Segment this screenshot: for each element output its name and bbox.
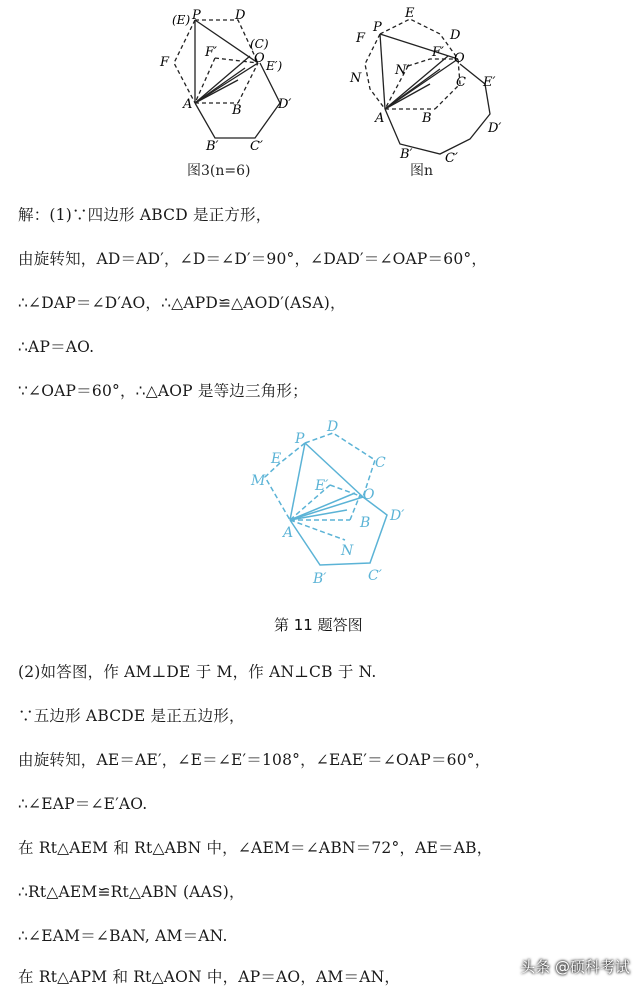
figure-3-diagram [150, 8, 300, 158]
fig3-label-F: F [160, 55, 170, 70]
solution-line-3: ∴∠DAP＝∠D′AO，∴△APD≌△AOD′(ASA)， [18, 294, 346, 312]
fig3-label-Cp: C′ [250, 139, 263, 154]
answer-label-A: A [283, 525, 294, 541]
fig3-label-A: A [183, 97, 193, 112]
fign-label-Np: N′ [395, 63, 410, 78]
figure-n-diagram [340, 4, 510, 164]
answer-label-O: O [363, 487, 375, 503]
fig3-label-E: (E) [172, 13, 191, 27]
fig3-label-D: D [235, 8, 246, 23]
fig3-label-Bp: B′ [206, 139, 219, 154]
answer-label-E: E [271, 451, 282, 467]
solution-line-10: 在 Rt△AEM 和 Rt△ABN 中，∠AEM＝∠ABN＝72°，AE＝AB， [18, 839, 493, 857]
figure-3-caption: 图3(n=6) [187, 163, 251, 179]
fig3-label-Fp: F′ [205, 45, 217, 60]
solution-line-1: 解：(1)∵四边形 ABCD 是正方形， [18, 206, 272, 224]
solution-line-2: 由旋转知，AD＝AD′，∠D＝∠D′＝90°，∠DAD′＝∠OAP＝60°， [18, 250, 488, 268]
solution-line-12: ∴∠EAM＝∠BAN, AM＝AN. [18, 927, 228, 945]
fign-label-Cp: C′ [445, 151, 458, 164]
figure-3-hexagon [150, 8, 300, 158]
fign-label-E: E [405, 6, 415, 21]
fign-label-Ep: E′ [483, 75, 496, 90]
answer-label-M: M [251, 473, 266, 489]
solution-line-13: 在 Rt△APM 和 Rt△AON 中，AP＝AO，AM＝AN， [18, 968, 401, 986]
fign-label-Bp: B′ [400, 147, 413, 162]
answer-label-Cp: C′ [368, 568, 382, 584]
answer-label-Dp: D′ [390, 508, 405, 524]
fign-label-B: B [422, 111, 432, 126]
answer-label-B: B [360, 515, 371, 531]
fign-label-D: D [450, 28, 461, 43]
fign-label-O: O [454, 51, 465, 66]
answer-label-Bp: B′ [313, 571, 327, 587]
fig3-label-Dp: D′ [278, 97, 292, 112]
fign-label-A: A [375, 111, 385, 126]
figure-n-polygon [340, 4, 510, 164]
source-watermark: 头条 @硕科考试 [520, 958, 630, 976]
fig3-label-O: O [254, 51, 265, 66]
solution-line-9: ∴∠EAP＝∠E′AO. [18, 795, 148, 813]
fign-label-N: N [350, 71, 362, 86]
fig3-label-P: P [192, 8, 201, 23]
solution-line-8: 由旋转知，AE＝AE′，∠E＝∠E′＝108°，∠EAE′＝∠OAP＝60°， [18, 751, 491, 769]
fign-label-P: P [373, 20, 382, 35]
fign-label-C: C [456, 75, 466, 90]
answer-label-C: C [375, 455, 386, 471]
solution-line-11: ∴Rt△AEM≌Rt△ABN (AAS)， [18, 883, 245, 901]
fig3-label-B: B [232, 103, 242, 118]
solution-line-7: ∵五边形 ABCDE 是正五边形， [18, 707, 245, 725]
figure-n-caption: 图n [410, 163, 434, 179]
answer-label-D: D [327, 419, 339, 435]
answer-label-P: P [295, 431, 305, 447]
answer-figure-diagram [235, 415, 425, 595]
answer-figure [235, 415, 425, 595]
solution-line-4: ∴AP＝AO. [18, 338, 95, 356]
solution-line-5: ∵∠OAP＝60°，∴△AOP 是等边三角形； [18, 382, 308, 400]
answer-label-N: N [341, 543, 354, 559]
fig3-label-C: (C) [250, 37, 269, 51]
solution-line-6: (2)如答图，作 AM⊥DE 于 M，作 AN⊥CB 于 N. [18, 663, 377, 681]
answer-label-Ep: E′ [315, 478, 329, 494]
fig3-label-Ep: E′) [266, 59, 283, 73]
fign-label-Fp: F′ [432, 45, 444, 60]
answer-figure-caption: 第 11 题答图 [274, 616, 363, 634]
fign-label-F: F [356, 31, 366, 46]
fign-label-Dp: D′ [488, 121, 502, 136]
